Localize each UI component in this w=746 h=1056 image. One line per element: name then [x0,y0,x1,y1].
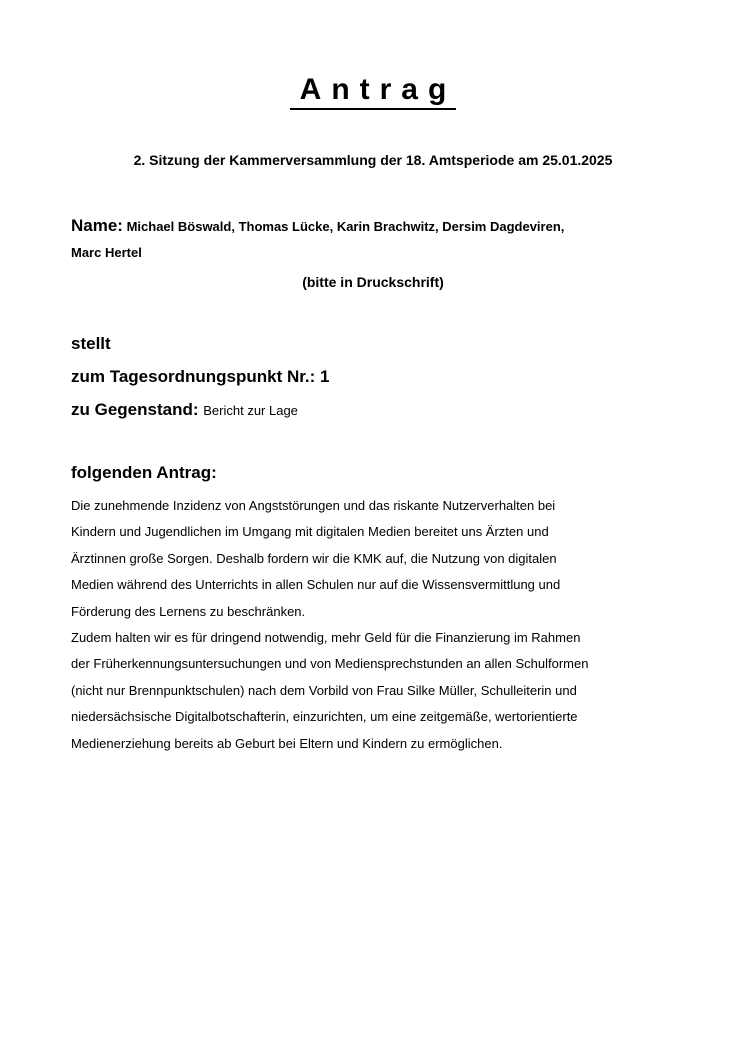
body-line: Förderung des Lernens zu beschränken. [71,603,306,619]
stellt-label: stellt [71,334,111,353]
body-line: niedersächsische Digitalbotschafterin, einzurichten, um eine zeitgemäße, wertorientierte [71,709,578,725]
agenda-item: zum Tagesordnungspunkt Nr.: 1 [71,367,330,386]
subject-label: zu Gegenstand: [71,400,199,419]
body-line: Zudem halten wir es für dringend notwendig, mehr Geld für die Finanzierung im Rahmen [71,630,581,646]
body-line: Kindern und Jugendlichen im Umgang mit digitalen Medien bereitet uns Ärzten und [71,524,549,540]
title-wrapper [0,73,746,110]
names-line-1: Michael Böswald, Thomas Lücke, Karin Brachwitz, Dersim Dagdeviren, [126,219,565,234]
body-line: der Früherkennungsuntersuchungen und von Mediensprechstunden an allen Schulformen [71,656,589,672]
name-label: Name: [71,216,123,235]
names-line-2: Marc Hertel [71,245,142,260]
document-title: Antrag [290,73,457,110]
body-line: Ärztinnen große Sorgen. Deshalb fordern wir die KMK auf, die Nutzung von digitalen [71,550,557,566]
name-block [71,213,671,266]
subject-value: Bericht zur Lage [203,403,298,418]
print-hint: (bitte in Druckschrift) [302,274,444,290]
motion-body [71,493,691,757]
body-line: Die zunehmende Inzidenz von Angststörungen und das riskante Nutzerverhalten bei [71,498,556,513]
body-line: Medien während des Unterrichts in allen Schulen nur auf die Wissensvermittlung und [71,577,561,593]
body-line: Medienerziehung bereits ab Geburt bei Eltern und Kindern zu ermöglichen. [71,735,503,751]
motion-heading: folgenden Antrag: [71,463,217,482]
names-row-1 [71,213,671,240]
session-line: 2. Sitzung der Kammerversammlung der 18. Amtsperiode am 25.01.2025 [133,152,613,168]
body-line: (nicht nur Brennpunktschulen) nach dem Vorbild von Frau Silke Müller, Schulleiterin und [71,682,577,698]
subject-line [71,399,298,422]
